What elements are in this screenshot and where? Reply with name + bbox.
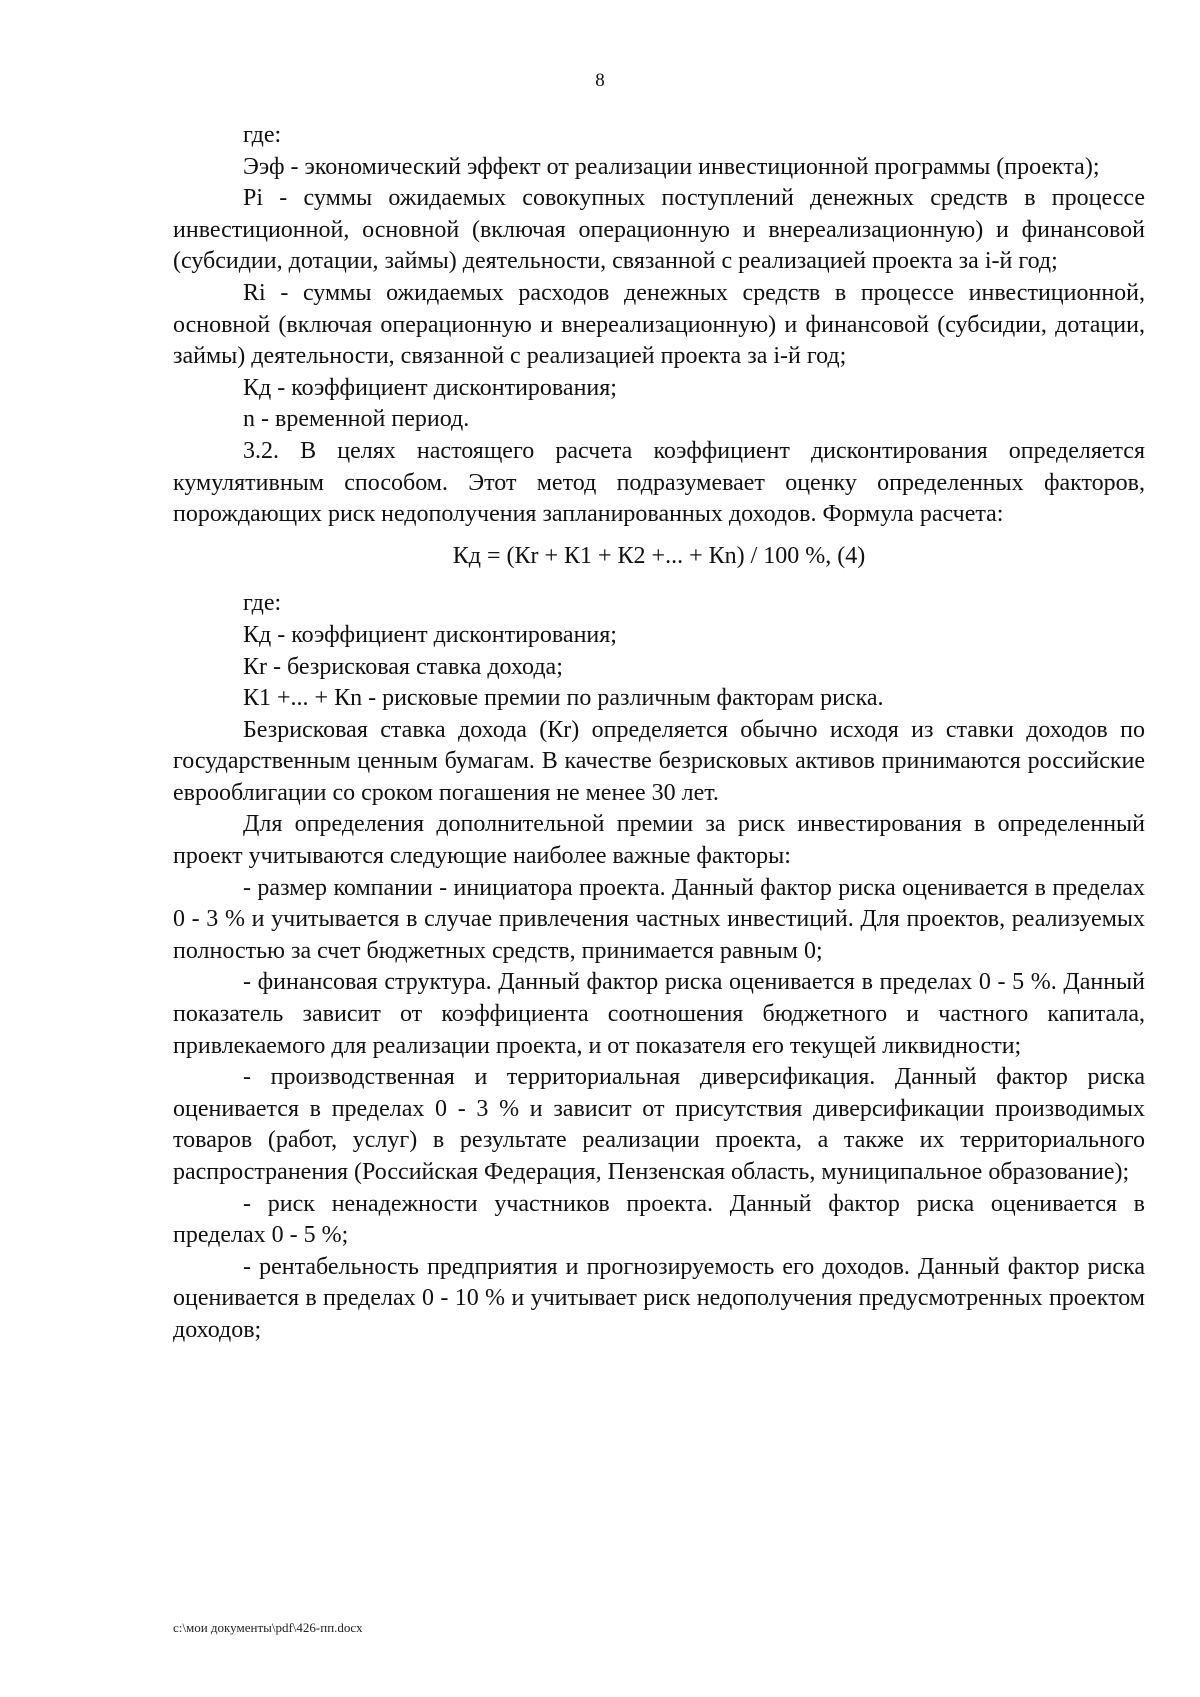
- list-item-diversification: - производственная и территориальная диверсификация. Данный фактор риска оценивается в пределах 0 - 3 % и зависит от присутствия диверсификации производимых товаров (работ, услуг) в результате реализации проекта, а также их территориального распространения (Российская Федерация, Пензенская область, муниципальное образование);: [173, 1064, 1145, 1185]
- paragraph-risk-premiums: К1 +... + Кn - рисковые премии по различным факторам риска.: [243, 685, 884, 712]
- footer-file-path: c:\мои документы\pdf\426-пп.docx: [173, 1620, 363, 1635]
- formula-4: Кд = (Кr + К1 + К2 +... + Кn) / 100 %, (4): [452, 542, 866, 569]
- page-number: 8: [595, 70, 605, 91]
- list-item-profitability: - рентабельность предприятия и прогнозируемость его доходов. Данный фактор риска оценивается в пределах 0 - 10 % и учитывает риск недополучения предусмотренных проектом доходов;: [173, 1253, 1145, 1343]
- list-item-participant-reliability: - риск ненадежности участников проекта. Данный фактор риска оценивается в пределах 0 - 5 %;: [173, 1190, 1145, 1249]
- paragraph-where: где:: [243, 122, 282, 148]
- paragraph-risk-free-rate: Безрисковая ставка дохода (Кr) определяется обычно исходя из ставки доходов по государственным ценным бумагам. В качестве безрисковых активов принимаются российские еврооблигации со сроком погашения не менее 30 лет.: [173, 716, 1145, 806]
- paragraph-section-3-2: 3.2. В целях настоящего расчета коэффициент дисконтирования определяется кумулятивным способом. Этот метод подразумевает оценку определенных факторов, порождающих риск недополучения запланированных доходов. Формула расчета:: [173, 437, 1145, 528]
- paragraph-additional-premium: Для определения дополнительной премии за риск инвестирования в определенный проект учитываются следующие наиболее важные факторы:: [173, 811, 1145, 870]
- list-item-company-size: - размер компании - инициатора проекта. Данный фактор риска оценивается в пределах 0 - 3 % и учитывается в случае привлечения частных инвестиций. Для проектов, реализуемых полностью за счет бюджетных средств, принимается равным 0;: [173, 874, 1145, 964]
- list-item-financial-structure: - финансовая структура. Данный фактор риска оценивается в пределах 0 - 5 %. Данный показатель зависит от коэффициента соотношения бюджетного и частного капитала, привлекаемого для реализации проекта, и от показателя его текущей ликвидности;: [173, 969, 1145, 1059]
- paragraph-n-definition: n - временной период.: [243, 406, 470, 433]
- paragraph-kd-definition-2: Кд - коэффициент дисконтирования;: [243, 621, 617, 648]
- paragraph-kd-definition: Кд - коэффициент дисконтирования;: [243, 374, 617, 401]
- paragraph-eef-definition: Ээф - экономический эффект от реализации инвестиционной программы (проекта);: [243, 153, 1100, 180]
- paragraph-where-2: где:: [243, 590, 282, 617]
- paragraph-pi-definition: Pi - суммы ожидаемых совокупных поступлений денежных средств в процессе инвестиционной, основной (включая операционную и внереализационную) и финансовой (субсидии, дотации, займы) деятельности, связанной с реализацией проекта за i-й год;: [173, 185, 1145, 275]
- document-body: [173, 120, 1145, 1347]
- paragraph-ri-definition: Ri - суммы ожидаемых расходов денежных средств в процессе инвестиционной, основной (включая операционную и внереализационную) и финансовой (субсидии, дотации, займы) деятельности, связанной с реализацией проекта за i-й год;: [173, 279, 1145, 370]
- paragraph-kr-definition: Кr - безрисковая ставка дохода;: [243, 653, 563, 680]
